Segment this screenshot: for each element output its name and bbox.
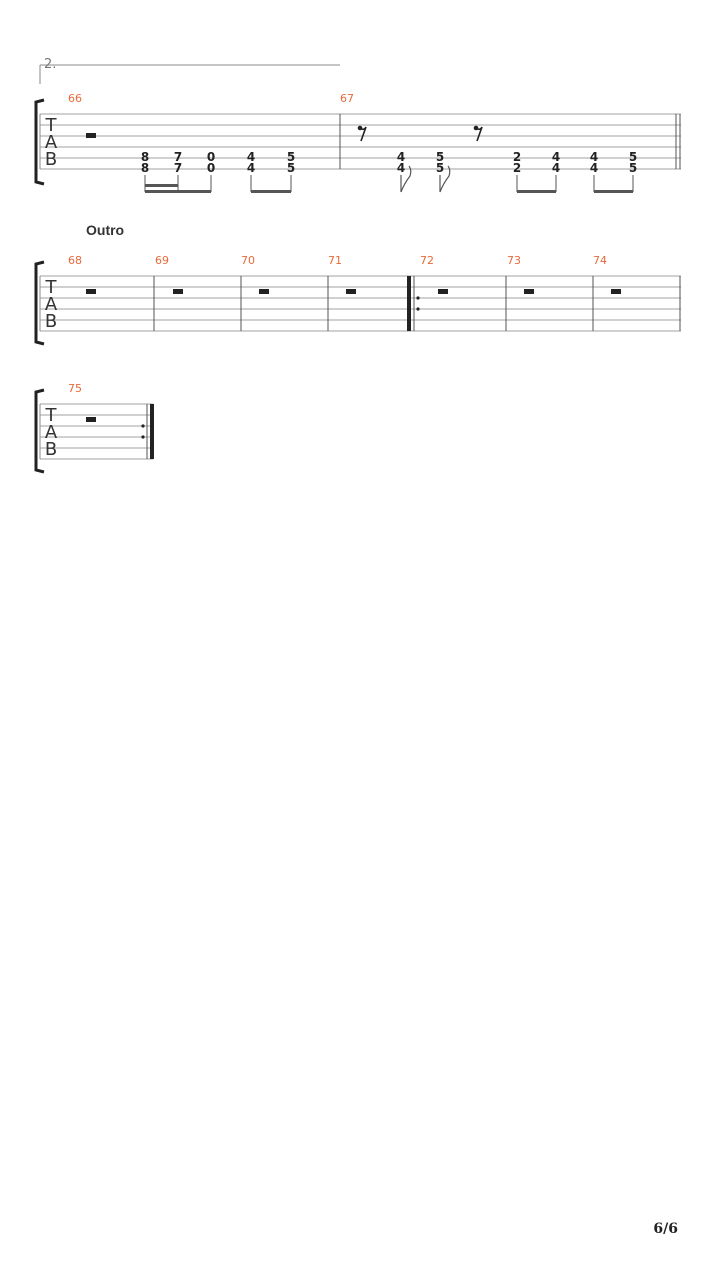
half-rest [524, 289, 534, 294]
fret-number: 8 [140, 150, 150, 164]
measure-number: 74 [593, 254, 607, 267]
staff-lines [40, 114, 681, 169]
measure-number: 73 [507, 254, 521, 267]
staff-lines [40, 276, 681, 331]
fret-number: 4 [246, 161, 256, 175]
tab-clef [45, 115, 58, 170]
fret-number: 5 [628, 150, 638, 164]
fret-number: 4 [551, 150, 561, 164]
fret-number: 4 [551, 161, 561, 175]
half-rest [86, 133, 96, 138]
half-rest [86, 289, 96, 294]
repeat-dot [416, 307, 419, 310]
tab-clef-b: B [44, 311, 58, 332]
measure-number: 71 [328, 254, 342, 267]
repeat-dot [141, 424, 144, 427]
beams [517, 190, 633, 193]
fret-number: 8 [140, 161, 150, 175]
eighth-rest [474, 126, 482, 141]
tab-clef-b: B [44, 149, 58, 170]
measure-number: 66 [68, 92, 82, 105]
tab-clef [45, 277, 58, 332]
half-rests [86, 289, 621, 294]
measure-number: 68 [68, 254, 82, 267]
tab-clef-a: A [44, 294, 58, 315]
repeat-start-barline [407, 276, 411, 331]
measure-number: 70 [241, 254, 255, 267]
fret-number: 7 [173, 150, 183, 164]
repeat-end-barline [150, 404, 154, 459]
fret-number: 2 [512, 150, 522, 164]
barlines [154, 276, 680, 331]
half-rest [259, 289, 269, 294]
note-stems [145, 175, 291, 192]
fret-number: 7 [173, 161, 183, 175]
half-rest [173, 289, 183, 294]
half-rest [346, 289, 356, 294]
fret-number: 4 [396, 150, 406, 164]
fret-number: 0 [206, 161, 216, 175]
measure-number: 67 [340, 92, 354, 105]
half-rest [438, 289, 448, 294]
section-label: Outro [86, 222, 125, 238]
fret-number: 4 [396, 161, 406, 175]
measure-number: 69 [155, 254, 169, 267]
repeat-dot [416, 296, 419, 299]
repeat-dot [141, 435, 144, 438]
fret-number: 4 [246, 150, 256, 164]
volta-label: 2. [44, 57, 57, 72]
eighth-rest [358, 126, 366, 141]
system-2 [36, 254, 681, 344]
fret-number: 4 [589, 150, 599, 164]
fret-number: 2 [512, 161, 522, 175]
fret-number: 4 [589, 161, 599, 175]
half-rest [86, 417, 96, 422]
fret-number: 5 [286, 150, 296, 164]
tab-clef-a: A [44, 422, 58, 443]
fret-number: 5 [628, 161, 638, 175]
fret-number: 5 [435, 161, 445, 175]
measure-number: 75 [68, 382, 82, 395]
fret-number: 5 [286, 161, 296, 175]
volta-bracket [40, 57, 340, 84]
beams [145, 184, 291, 193]
tab-clef-t: T [45, 405, 57, 426]
tab-clef-t: T [45, 115, 57, 136]
tab-clef [45, 405, 58, 460]
half-rest [611, 289, 621, 294]
fret-number: 0 [206, 150, 216, 164]
fret-number: 5 [435, 150, 445, 164]
tab-clef-t: T [45, 277, 57, 298]
measure-number: 72 [420, 254, 434, 267]
system-1 [36, 92, 681, 193]
page-number: 6/6 [653, 1221, 678, 1237]
tab-clef-b: B [44, 439, 58, 460]
system-3 [36, 382, 154, 472]
tab-clef-a: A [44, 132, 58, 153]
note-stems [517, 175, 633, 192]
